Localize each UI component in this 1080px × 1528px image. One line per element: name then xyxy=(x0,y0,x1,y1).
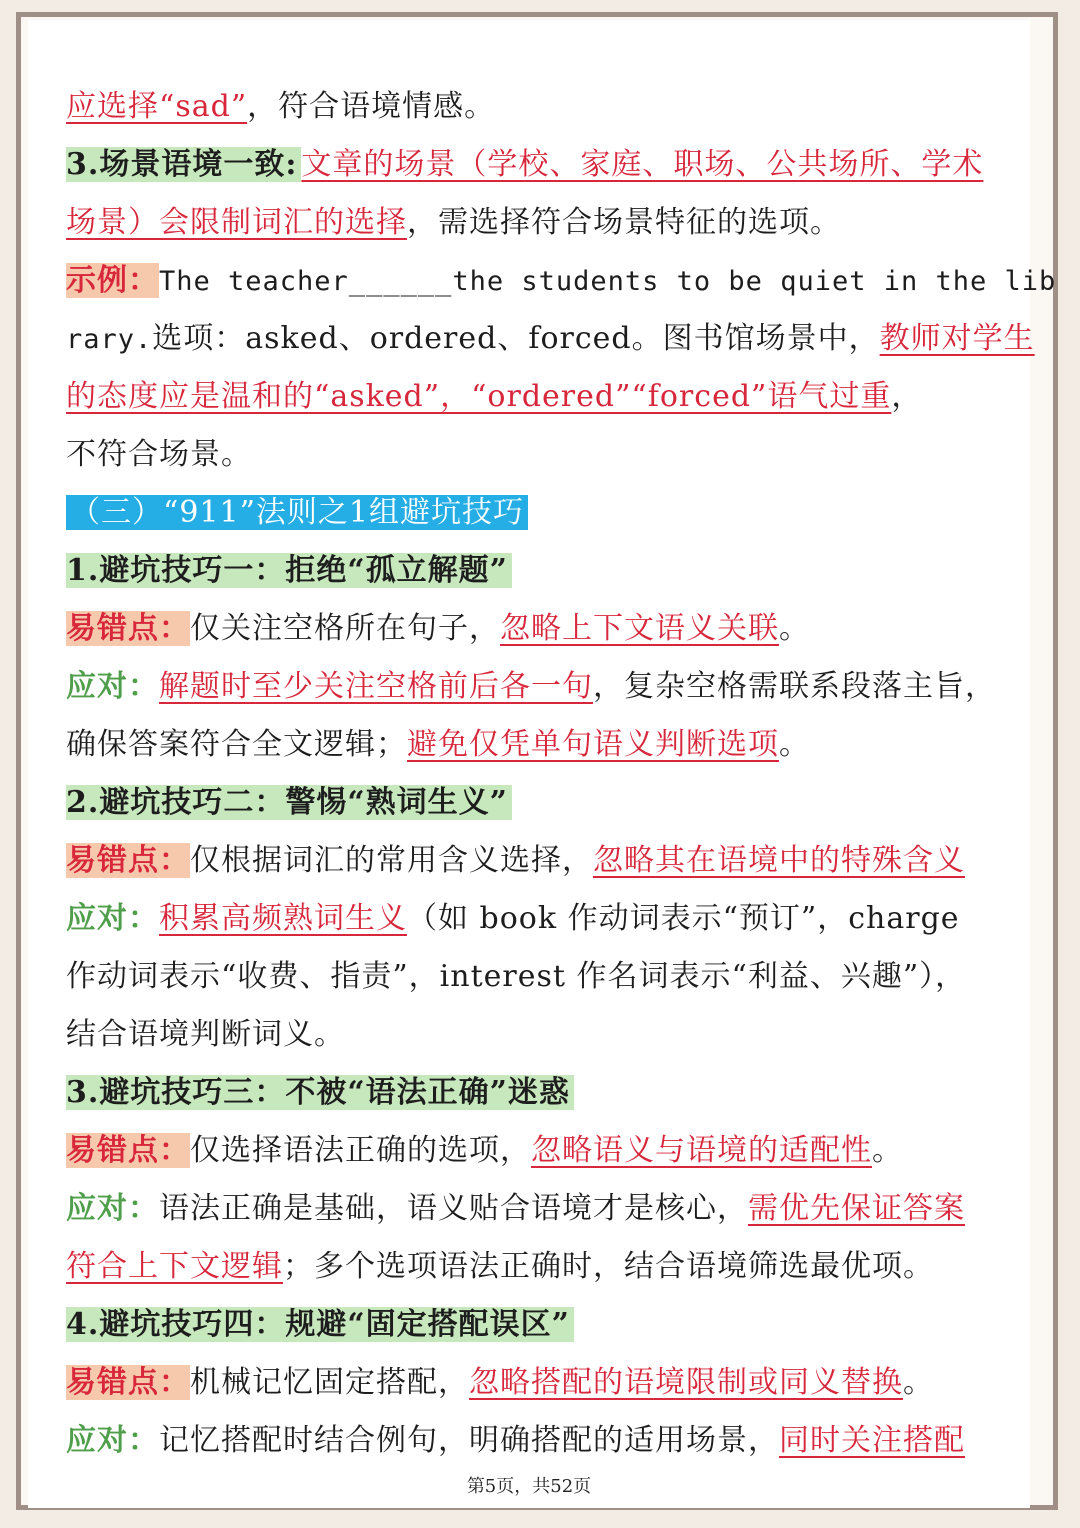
strategy-label: 应对： xyxy=(66,669,159,704)
body-text: 不符合场景。 xyxy=(66,437,252,472)
underlined-text: 符合上下文逻辑 xyxy=(66,1249,283,1284)
error-point-label: 易错点： xyxy=(66,1133,190,1168)
text-line xyxy=(66,658,1016,716)
body-text: 机械记忆固定搭配， xyxy=(190,1365,469,1400)
text-line xyxy=(66,832,1016,890)
text-line xyxy=(66,890,1016,948)
body-text: 语法正确是基础，语义贴合语境才是核心， xyxy=(159,1191,748,1226)
underlined-text: 需优先保证答案 xyxy=(748,1191,965,1226)
text-line xyxy=(66,1296,1016,1354)
underlined-text: 文章的场景（学校、家庭、职场、公共场所、学术 xyxy=(301,147,984,182)
text-line xyxy=(66,1064,1016,1122)
strategy-label: 应对： xyxy=(66,1423,159,1458)
underlined-text: 解题时至少关注空格前后各一句 xyxy=(159,669,593,704)
underlined-text: 场景）会限制词汇的选择 xyxy=(66,205,407,240)
body-text: ；多个选项语法正确时，结合语境筛选最优项。 xyxy=(283,1249,934,1284)
text-line xyxy=(66,194,1016,252)
text-line xyxy=(66,948,1016,1006)
subsection-heading: 3.避坑技巧三：不被“语法正确”迷惑 xyxy=(66,1075,574,1110)
text-line xyxy=(66,426,1016,484)
body-text: 仅根据词汇的常用含义选择， xyxy=(190,843,593,878)
underlined-text: 同时关注搭配 xyxy=(779,1423,965,1458)
body-text: 仅关注空格所在句子， xyxy=(190,611,500,646)
strategy-label: 应对： xyxy=(66,1191,159,1226)
text-line xyxy=(66,600,1016,658)
body-text: ，复杂空格需联系段落主旨， xyxy=(593,669,996,704)
body-text: 确保答案符合全文逻辑； xyxy=(66,727,407,762)
example-label: 示例： xyxy=(66,263,159,298)
underlined-text: 忽略其在语境中的特殊含义 xyxy=(593,843,965,878)
subsection-heading: 2.避坑技巧二：警惕“熟词生义” xyxy=(66,785,512,820)
underlined-text: 避免仅凭单句语义判断选项 xyxy=(407,727,779,762)
text-line xyxy=(66,78,1016,136)
text-line xyxy=(66,774,1016,832)
text-line xyxy=(66,542,1016,600)
underlined-text: 忽略语义与语境的适配性 xyxy=(531,1133,872,1168)
subsection-heading: 4.避坑技巧四：规避“固定搭配误区” xyxy=(66,1307,574,1342)
text-line xyxy=(66,252,1057,310)
body-text: 。 xyxy=(872,1133,903,1168)
section-heading: （三）“911”法则之1组避坑技巧 xyxy=(66,495,528,530)
text-line xyxy=(66,310,1035,368)
body-text: 选项：asked、ordered、forced。图书馆场景中， xyxy=(152,321,880,356)
error-point-label: 易错点： xyxy=(66,843,190,878)
underlined-text: 积累高频熟词生义 xyxy=(159,901,407,936)
body-text: 作动词表示“收费、指责”，interest 作名词表示“利益、兴趣”）， xyxy=(66,959,967,994)
error-point-label: 易错点： xyxy=(66,611,190,646)
text-line xyxy=(66,1180,1016,1238)
underlined-text: 应选择“sad” xyxy=(66,89,248,124)
underlined-text: 忽略搭配的语境限制或同义替换 xyxy=(469,1365,903,1400)
body-text: ，符合语境情感。 xyxy=(247,89,496,124)
body-text: 结合语境判断词义。 xyxy=(66,1017,345,1052)
text-line xyxy=(66,1006,1016,1064)
error-point-label: 易错点： xyxy=(66,1365,190,1400)
text-line xyxy=(66,368,1016,426)
body-text: （如 book 作动词表示“预订”，charge xyxy=(407,901,960,936)
text-line xyxy=(66,1238,1016,1296)
subsection-heading: 3.场景语境一致: xyxy=(66,147,301,182)
page-number: 第5页，共52页 xyxy=(466,1476,592,1497)
underlined-text: 忽略上下文语义关联 xyxy=(500,611,779,646)
text-line xyxy=(66,1354,1016,1412)
body-text: ， xyxy=(891,379,923,414)
underlined-text: 教师对学生 xyxy=(879,321,1035,356)
body-text: 仅选择语法正确的选项， xyxy=(190,1133,531,1168)
text-line xyxy=(66,1122,1016,1180)
text-line xyxy=(66,136,1016,194)
body-text: 。 xyxy=(779,611,810,646)
body-text: ，需选择符合场景特征的选项。 xyxy=(407,205,841,240)
body-text: 记忆搭配时结合例句，明确搭配的适用场景， xyxy=(159,1423,779,1458)
text-line xyxy=(66,716,1016,774)
subsection-heading: 1.避坑技巧一：拒绝“孤立解题” xyxy=(66,553,512,588)
underlined-text: 的态度应是温和的“asked”，“ordered”“forced”语气过重 xyxy=(66,379,892,414)
text-line xyxy=(66,1412,1016,1470)
document-page xyxy=(28,20,1057,1508)
body-text: 。 xyxy=(779,727,810,762)
example-sentence: rary. xyxy=(66,324,153,355)
text-line xyxy=(66,484,1016,542)
strategy-label: 应对： xyxy=(66,901,159,936)
example-sentence: The teacher______the students to be quiet in the lib xyxy=(159,266,1057,297)
document-body xyxy=(66,78,1057,1470)
body-text: 。 xyxy=(903,1365,934,1400)
